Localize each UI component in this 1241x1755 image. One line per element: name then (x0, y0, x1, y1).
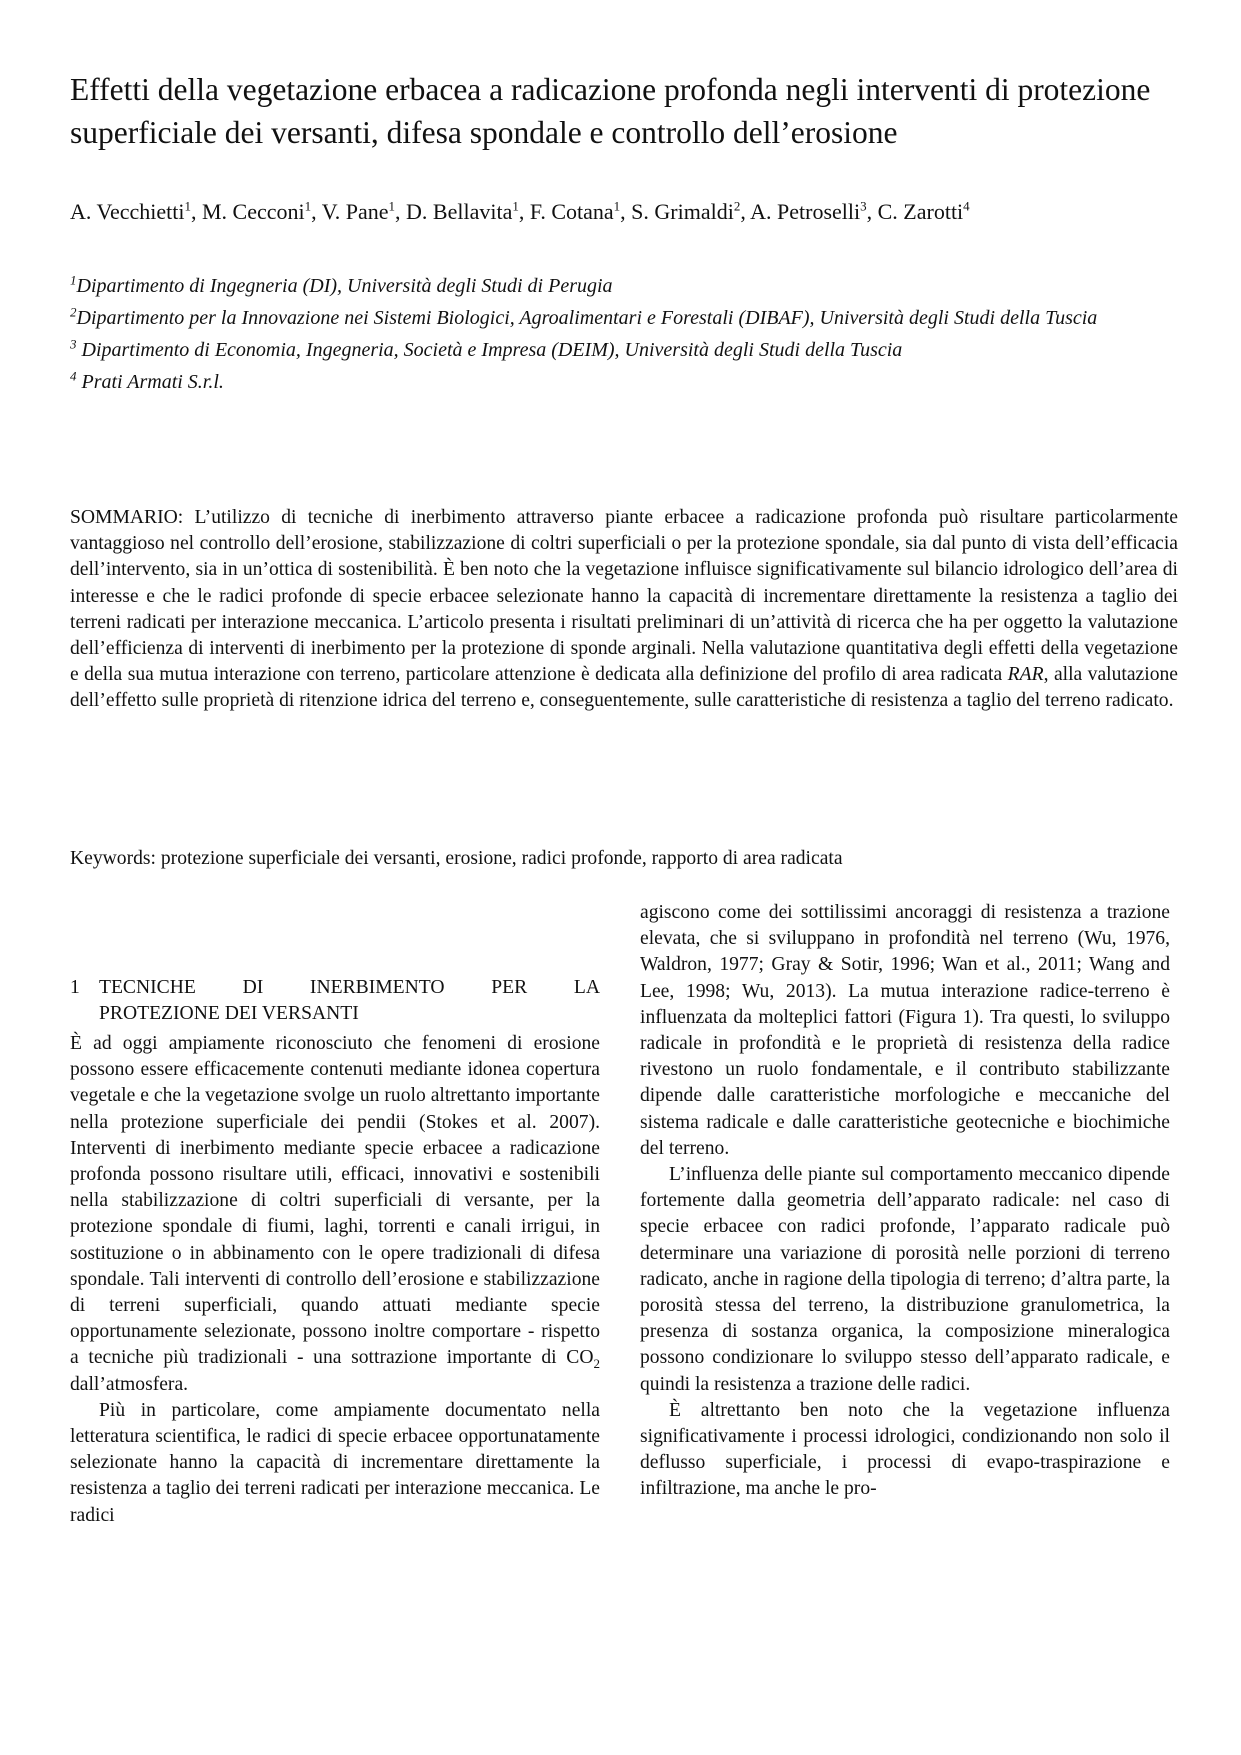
author-affiliation-mark: 4 (963, 198, 970, 214)
section-heading-line-2: PROTEZIONE DEI VERSANTI (99, 1003, 359, 1024)
abstract-text-1: SOMMARIO: L’utilizzo di tecniche di inerbimento attraverso piante erbacee a radicazione profonda può risultare particolarmente vantaggioso nel controllo dell’erosione, stabilizzazione di coltri superficiali o per la protezione spondale, sia dal punto di vista dell’efficacia dell’intervento, sia in un’ottica di sostenibilità. È ben noto che la vegetazione influisce significativamente sul bilancio idrologico dell’area di interesse e che le radici profonde di specie erbacee selezionate hanno la capacità di incrementare direttamente la resistenza a taglio dei terreni radicati per interazione meccanica. L’articolo presenta i risultati preliminari di un’attività di ricerca che ha per oggetto la valutazione dell’efficienza di interventi di inerbimento per la protezione di sponde arginali. Nella valutazione quantitativa degli effetti della vegetazione e della sua mutua interazione con terreno, particolare attenzione è dedicata alla definizione del profilo di area radicata (70, 507, 1178, 686)
affiliation-list (70, 273, 1178, 401)
abstract-text-2: , alla valutazione dell’effetto sulle proprietà di ritenzione idrica del terreno e, conseguentemente, sulle caratteristiche di resistenza a taglio del terreno radicato. (70, 664, 1178, 712)
author-affiliation-mark: 2 (733, 198, 741, 214)
author-affiliation-mark: 1 (388, 198, 396, 214)
abstract-rar: RAR (1007, 664, 1044, 686)
author-name: A. Vecchietti (70, 199, 185, 224)
author-affiliation-mark: 3 (860, 198, 867, 214)
author-name: S. Grimaldi (631, 199, 734, 224)
right-paragraph-3: È altrettanto ben noto che la vegetazione influenza significativamente i processi idrologici, condizionando non solo il deflusso superficiale, i processi di evapo-traspirazione e infiltrazione, ma anche le pro- (640, 1399, 1170, 1500)
affiliation-text: Dipartimento per la Innovazione nei Sistemi Biologici, Agroalimentari e Forestali (DIBAF), Università degli Studi della Tuscia (76, 307, 1098, 329)
left-paragraph-1 (70, 1031, 600, 1398)
section-number: 1 (70, 977, 80, 998)
author-affiliation-mark: 1 (613, 198, 621, 214)
right-paragraph-1: agiscono come dei sottilissimi ancoraggi di resistenza a trazione elevata, che si sviluppano in profondità nel terreno (Wu, 1976, Waldron, 1977; Gray & Sotir, 1996; Wan et al., 2011; Wang and Lee, 1998; Wu, 2013). La mutua interazione radice-terreno è influenzata da molteplici fattori (Figura 1). Tra questi, lo sviluppo radicale in profondità e le proprietà di resistenza della radice rivestono un ruolo fondamentale, e il contributo stabilizzante dipende dalle caratteristiche morfologiche e meccaniche del sistema radicale e dalle caratteristiche geotecniche e biochimiche del terreno. (640, 902, 1170, 1159)
author-affiliation-mark: 1 (184, 198, 191, 214)
author-list: A. Vecchietti$^1$, M. Cecconi$^1$, V. Pane$^1$, D. Bellavita$^1$, F. Cotana$^1$, S. Grimaldi$^2$, A. Petroselli$^3$, C. Zarotti$^4$ (70, 198, 970, 224)
author-affiliation-mark: 1 (512, 198, 519, 214)
affiliation-number: 1 (70, 272, 77, 288)
affiliation (70, 337, 1178, 363)
affiliation-number: 2 (70, 304, 77, 320)
author-name: V. Pane (321, 199, 389, 224)
affiliation-text: Dipartimento di Economia, Ingegneria, Società e Impresa (DEIM), Università degli Studi della Tuscia (76, 339, 903, 361)
affiliation-number: 3 (70, 336, 77, 352)
author-name: M. Cecconi (201, 199, 305, 224)
affiliation (70, 273, 1178, 299)
author-name: F. Cotana (529, 199, 614, 224)
section-heading-line-1: TECNICHE DI INERBIMENTO PER LA (99, 977, 600, 998)
section-heading (70, 975, 600, 1027)
affiliation-number: 4 (70, 368, 77, 384)
left-paragraph-2: Più in particolare, come ampiamente documentato nella letteratura scientifica, le radici di specie erbacee opportunatamente selezionate hanno la capacità di incrementare direttamente la resistenza a taglio dei terreni radicati per interazione meccanica. Le radici (70, 1399, 600, 1526)
author-name: D. Bellavita (406, 199, 513, 224)
affiliation (70, 305, 1178, 331)
author-affiliation-mark: 1 (304, 198, 312, 214)
affiliation-text: Dipartimento di Ingegneria (DI), Università degli Studi di Perugia (76, 275, 613, 297)
author-name: C. Zarotti (877, 199, 964, 224)
co2-subscript: 2 (593, 1356, 600, 1372)
author-name: A. Petroselli (750, 199, 861, 224)
right-paragraph-2: L’influenza delle piante sul comportamento meccanico dipende fortemente dalla geometria dell’apparato radicale: nel caso di specie erbacee con radici profonde, l’apparato radicale può determinare una variazione di porosità nelle porzioni di terreno radicato, anche in ragione della tipologia di terreno; d’altra parte, la porosità stessa del terreno, la distribuzione granulometrica, la presenza di sostanza organica, la composizione mineralogica possono condizionare lo sviluppo stesso dell’apparato radicale, e quindi la resistenza a trazione delle radici. (640, 1164, 1170, 1395)
keywords: Keywords: protezione superficiale dei versanti, erosione, radici profonde, rapporto di area radicata (70, 848, 843, 869)
right-column (640, 900, 1170, 1503)
left-paragraph-1-text: È ad oggi ampiamente riconosciuto che fenomeni di erosione possono essere efficacemente contenuti mediante idonea copertura vegetale e che la vegetazione svolge un ruolo altrettanto importante nella protezione superficiale dei pendii (Stokes et al. 2007). Interventi di inerbimento mediante specie erbacee a radicazione profonda possono risultare utili, efficaci, innovativi e sostenibili nella stabilizzazione di coltri superficiali di versante, per la protezione spondale di fiumi, laghi, torrenti e canali irrigui, in sostituzione o in abbinamento con le opere tradizionali di difesa spondale. Tali interventi di controllo dell’erosione e stabilizzazione di terreni superficiali, quando attuati mediante specie opportunamente selezionate, possono inoltre comportare - rispetto a tecniche più tradizionali - una sottrazione importante di CO (70, 1033, 600, 1369)
paper-title: Effetti della vegetazione erbacea a radicazione profonda negli interventi di protezione superficiale dei versanti, difesa spondale e controllo dell’erosione (70, 72, 1151, 150)
affiliation-text: Prati Armati S.r.l. (76, 371, 224, 393)
affiliation (70, 369, 1178, 395)
left-paragraph-1-end: dall’atmosfera. (70, 1373, 189, 1395)
left-column (70, 1031, 600, 1529)
abstract (70, 505, 1178, 715)
